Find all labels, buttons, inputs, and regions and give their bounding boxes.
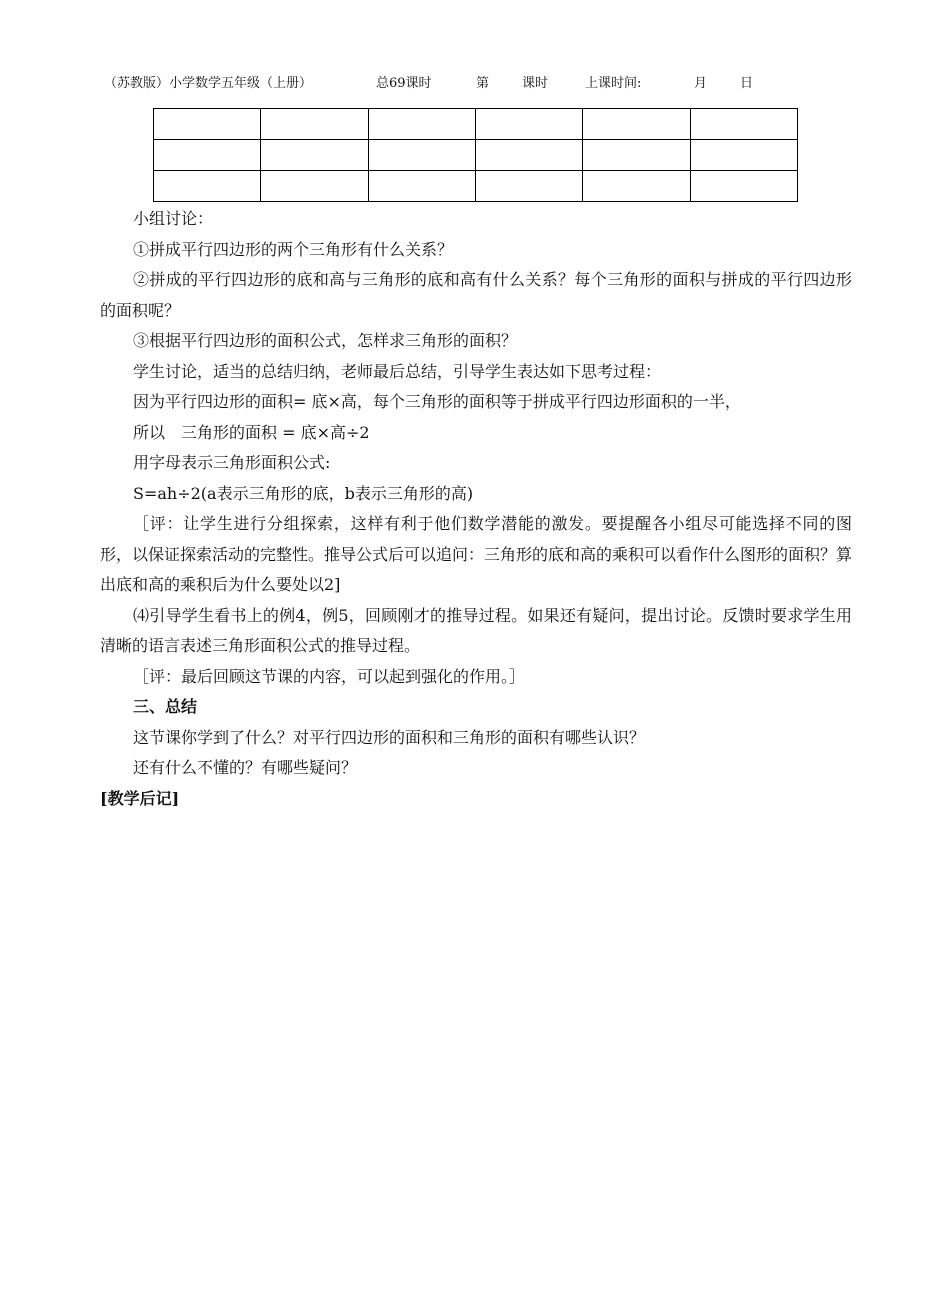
table-cell — [154, 140, 261, 171]
teacher-comment-1: ［评：让学生进行分组探索，这样有利于他们数学潜能的激发。要提醒各小组尽可能选择不同的图形，以保证探索活动的完整性。推导公式后可以追问：三角形的底和高的乘积可以看作什么图形的面积？算出底和高的乘积后为什么要处以2] — [100, 514, 853, 594]
discussion-question-3: ③根据平行四边形的面积公式，怎样求三角形的面积？ — [133, 331, 518, 350]
header-book-title: （苏教版）小学数学五年级（上册） — [104, 76, 313, 91]
table-cell — [475, 109, 582, 140]
table-cell — [368, 109, 475, 140]
table-cell — [475, 171, 582, 202]
table-cell — [475, 140, 582, 171]
table-cell — [368, 171, 475, 202]
review-question-2: 还有什么不懂的？有哪些疑问？ — [133, 758, 358, 777]
review-question-1: 这节课你学到了什么？对平行四边形的面积和三角形的面积有哪些认识？ — [133, 727, 646, 747]
letter-formula-intro: 用字母表示三角形面积公式: — [133, 453, 331, 472]
header-month: 月 — [694, 76, 708, 91]
header-lesson-suffix: 课时 — [522, 76, 549, 91]
table-cell — [261, 171, 368, 202]
because-statement: 因为平行四边形的面积= 底×高，每个三角形的面积等于拼成平行四边形面积的一半， — [133, 392, 741, 411]
table-cell — [583, 140, 690, 171]
table-cell — [154, 109, 261, 140]
table-cell — [261, 109, 368, 140]
table-cell — [261, 140, 368, 171]
document-body — [100, 204, 852, 814]
table-cell — [690, 171, 797, 202]
table-row — [154, 109, 798, 140]
header-day: 日 — [740, 76, 754, 91]
discussion-question-2: ②拼成的平行四边形的底和高与三角形的底和高有什么关系？每个三角形的面积与拼成的平行四边形的面积呢？ — [100, 270, 852, 320]
discussion-question-1: ①拼成平行四边形的两个三角形有什么关系？ — [133, 239, 454, 259]
table-cell — [154, 171, 261, 202]
table-cell — [368, 140, 475, 171]
teaching-postscript-heading: [教学后记] — [100, 788, 180, 808]
header-lesson-prefix: 第 — [476, 76, 490, 91]
section-3-title: 三、总结 — [133, 697, 198, 716]
table-cell — [583, 109, 690, 140]
table-cell — [583, 171, 690, 202]
area-formula: S=ah÷2(a表示三角形的底，b表示三角形的高) — [133, 483, 474, 503]
teacher-comment-2: ［评：最后回顾这节课的内容，可以起到强化的作用。］ — [133, 666, 526, 686]
header-class-time-label: 上课时间: — [585, 76, 642, 91]
table-row — [154, 140, 798, 171]
header-total-lessons: 总69课时 — [376, 76, 432, 91]
table-row — [154, 171, 798, 202]
blank-record-table — [153, 108, 798, 202]
therefore-statement: 所以 三角形的面积 = 底×高÷2 — [133, 422, 370, 442]
step-4-instruction: ⑷引导学生看书上的例4，例5，回顾刚才的推导过程。如果还有疑问，提出讨论。反馈时要求学生用清晰的语言表述三角形面积公式的推导过程。 — [100, 605, 852, 655]
summary-intro: 学生讨论，适当的总结归纳，老师最后总结，引导学生表达如下思考过程： — [133, 361, 662, 381]
group-discussion-label: 小组讨论： — [133, 209, 214, 228]
table-cell — [690, 140, 797, 171]
table-cell — [690, 109, 797, 140]
